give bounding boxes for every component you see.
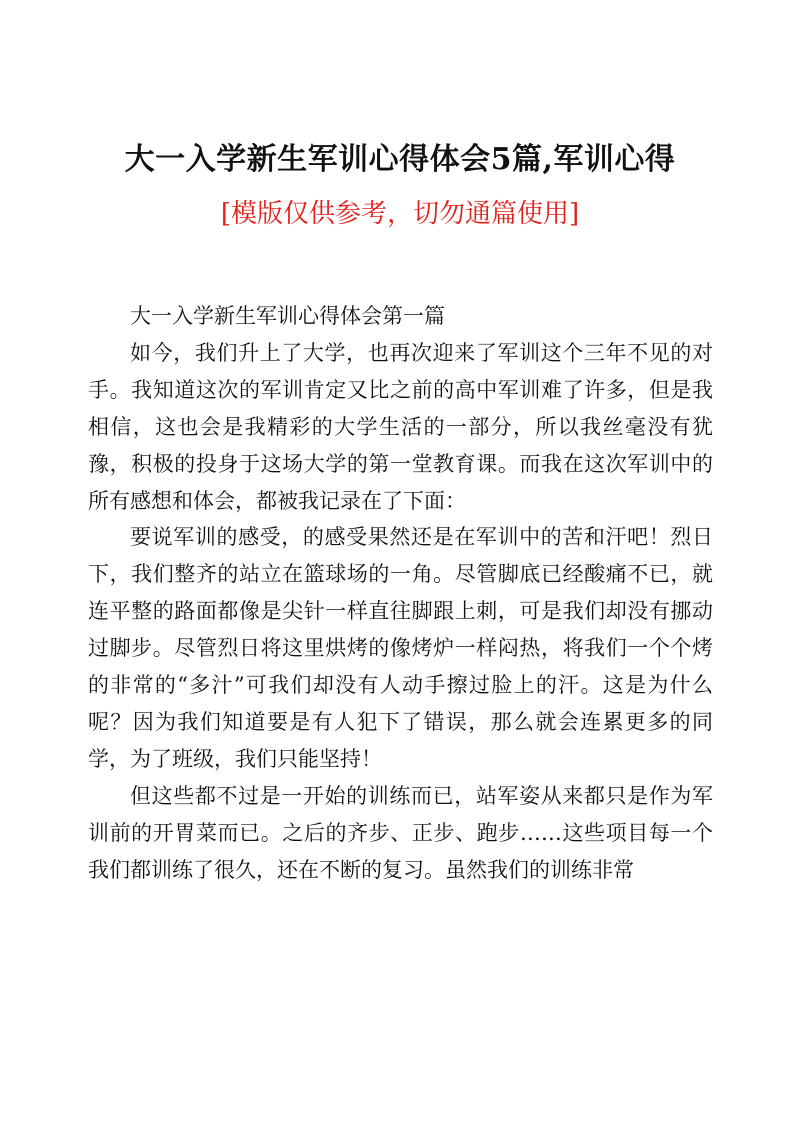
body-paragraph: 要说军训的感受，的感受果然还是在军训中的苦和汗吧！烈日下，我们整齐的站立在篮球场的一角。尽管脚底已经酸痛不已，就连平整的路面都像是尖针一样直往脚跟上刺，可是我们却没有挪动过脚步。尽管烈日将这里烘烤的像烤炉一样闷热，将我们一个个烤的非常的“多汁”可我们却没有人动手擦过脸上的汗。这是为什么呢？因为我们知道要是有人犯下了错误，那么就会连累更多的同学，为了班级，我们只能坚持！ [88,525,713,771]
body-paragraph: 如今，我们升上了大学，也再次迎来了军训这个三年不见的对手。我知道这次的军训肯定又比之前的高中军训难了许多，但是我相信，这也会是我精彩的大学生活的一部分，所以我丝毫没有犹豫，积极的投身于这场大学的第一堂教育课。而我在这次军训中的所有感想和体会，都被我记录在了下面： [88,340,713,513]
document-title: 大一入学新生军训心得体会5篇,军训心得 [124,142,676,177]
document-body [88,298,713,889]
section-heading: 大一入学新生军训心得体会第一篇 [130,304,445,328]
body-paragraph: 但这些都不过是一开始的训练而已，站军姿从来都只是作为军训前的开胃菜而已。之后的齐步、正步、跑步……这些项目每一个我们都训练了很久，还在不断的复习。虽然我们的训练非常 [88,783,713,882]
template-notice: [模版仅供参考，切勿通篇使用] [220,199,580,229]
